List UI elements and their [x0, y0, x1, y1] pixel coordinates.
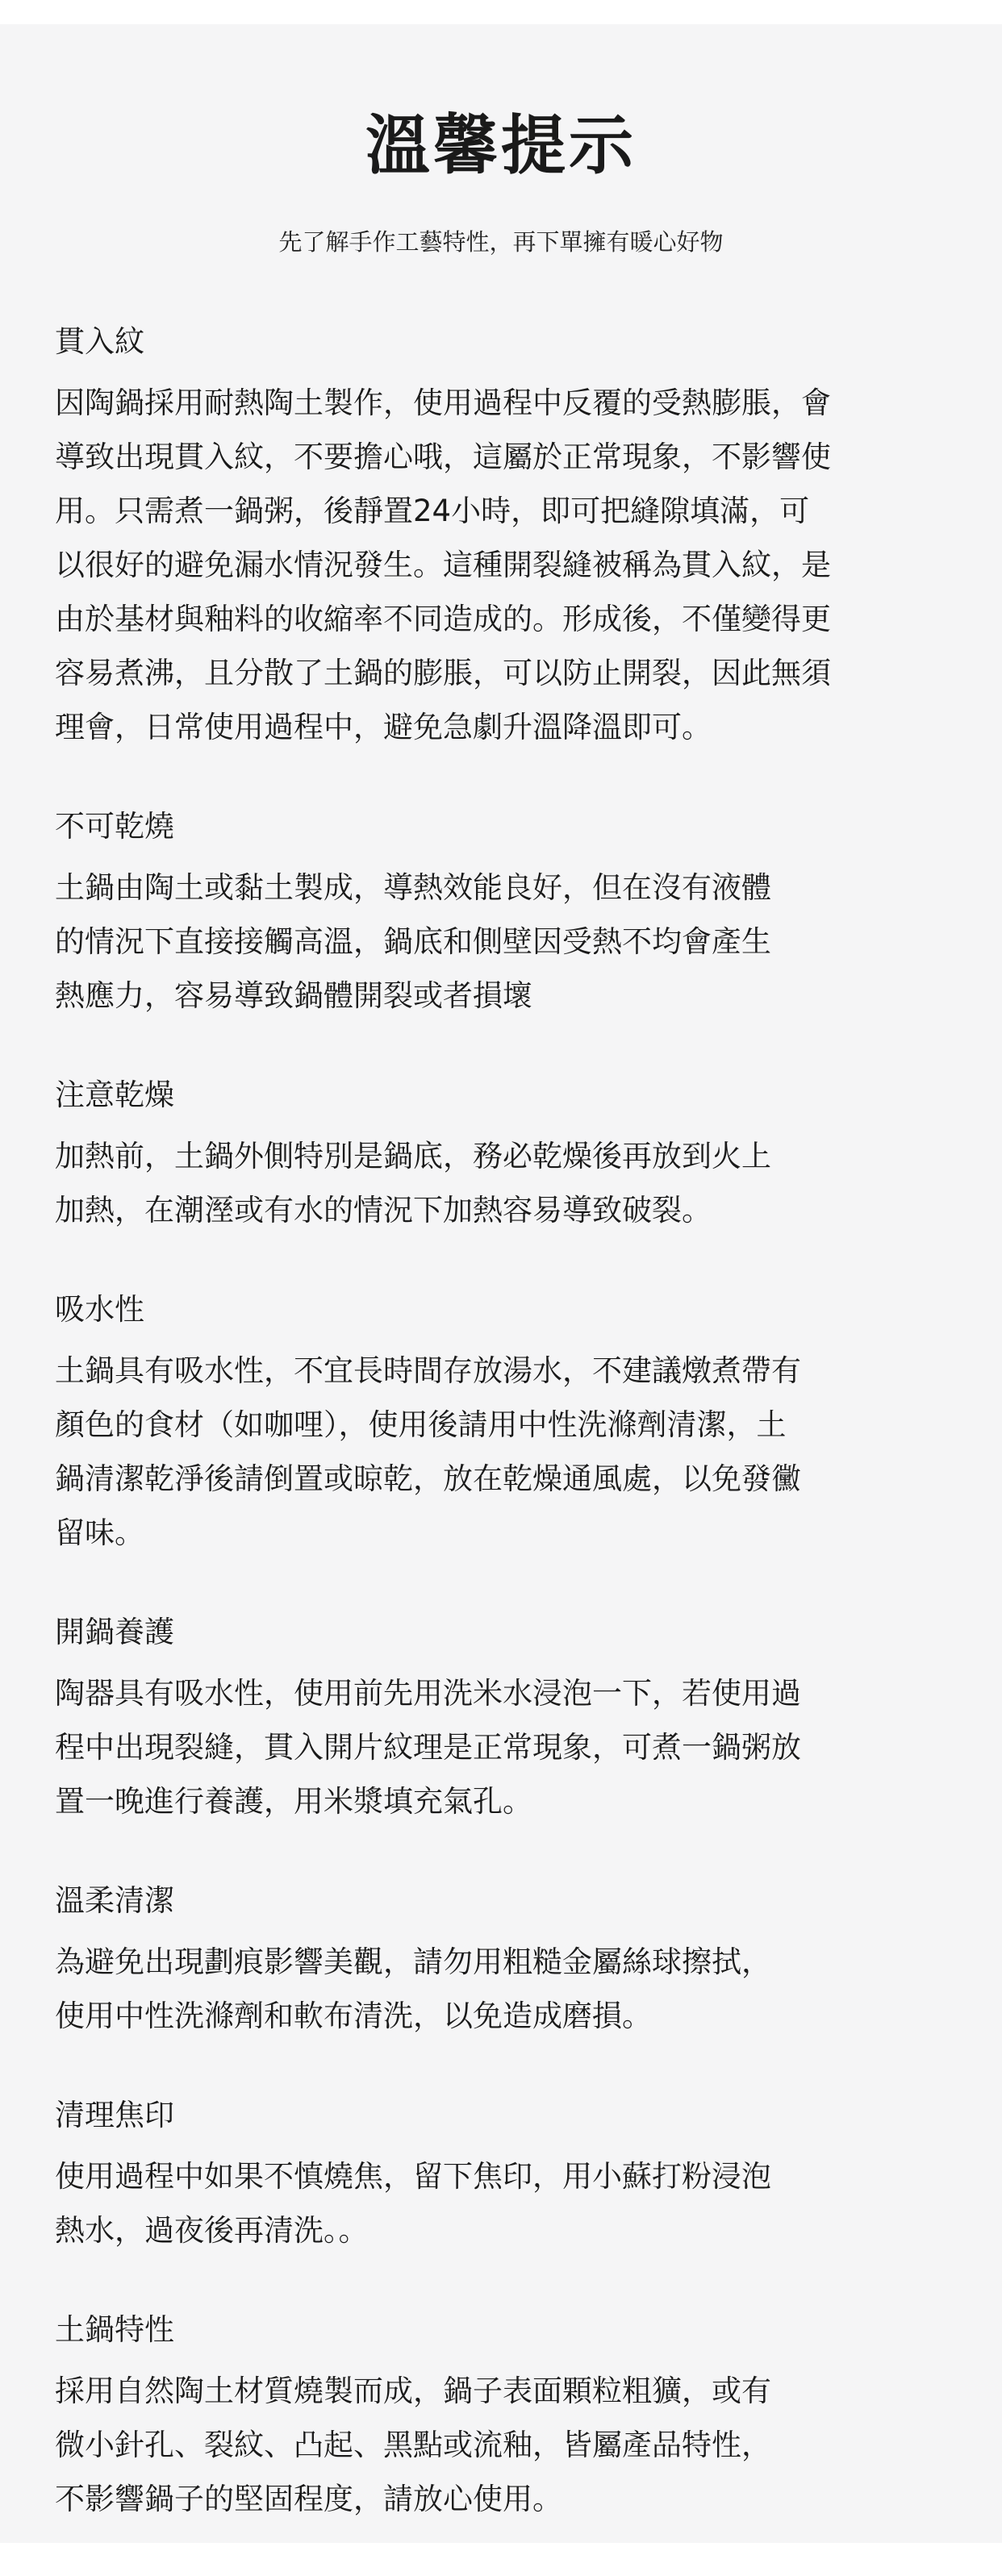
section-text-line: 理會，日常使用過程中，避免急劇升溫降溫即可。 [55, 710, 712, 744]
section-heading: 吸水性 [55, 1292, 144, 1327]
notice-section [55, 804, 958, 1023]
section-text-line: 土鍋具有吸水性，不宜長時間存放湯水，不建議燉煮帶有 [55, 1353, 801, 1388]
notice-sections [55, 319, 958, 2576]
section-text-line: 程中出現裂縫，貫入開片紋理是正常現象，可煮一鍋粥放 [55, 1730, 801, 1765]
section-text-line: 加熱，在潮溼或有水的情況下加熱容易導致破裂。 [55, 1193, 712, 1228]
section-heading: 清理焦印 [55, 2098, 174, 2132]
section-text-line: 留味。 [55, 1515, 144, 1550]
section-heading: 土鍋特性 [55, 2312, 174, 2347]
section-text-line: 顏色的食材（如咖哩），使用後請用中性洗滌劑清潔，土 [55, 1407, 787, 1442]
notice-section [55, 1610, 958, 1828]
section-text-line: 容易煮沸，且分散了土鍋的膨脹，可以防止開裂，因此無須 [55, 656, 831, 690]
notice-page [0, 24, 1002, 2543]
section-text-line: 不影響鍋子的堅固程度，請放心使用。 [55, 2482, 562, 2516]
section-text-line: 微小針孔、裂紋、凸起、黑點或流釉，皆屬產品特性， [55, 2428, 771, 2462]
section-heading: 溫柔清潔 [55, 1883, 174, 1918]
section-text-line: 因陶鍋採用耐熱陶土製作，使用過程中反覆的受熱膨脹，會 [55, 386, 831, 420]
page-title: 溫馨提示 [365, 108, 637, 183]
notice-section [55, 1073, 958, 1237]
section-text-line: 置一晚進行養護，用米漿填充氣孔。 [55, 1784, 532, 1819]
section-heading: 注意乾燥 [55, 1078, 174, 1112]
section-heading: 開鍋養護 [55, 1615, 174, 1649]
section-text-line: 鍋清潔乾淨後請倒置或晾乾，放在乾燥通風處，以免發黴 [55, 1461, 801, 1496]
section-heading: 不可乾燒 [55, 809, 174, 844]
section-text-line: 由於基材與釉料的收縮率不同造成的。形成後，不僅變得更 [55, 602, 831, 636]
notice-section [55, 1878, 958, 2043]
page-subtitle: 先了解手作工藝特性，再下單擁有暖心好物 [278, 228, 724, 256]
notice-section [55, 1287, 958, 1560]
section-text-line: 使用中性洗滌劑和軟布清洗，以免造成磨損。 [55, 1999, 652, 2033]
section-text-line: 陶器具有吸水性，使用前先用洗米水浸泡一下，若使用過 [55, 1676, 801, 1711]
notice-section [55, 2307, 958, 2526]
section-text-line: 以很好的避免漏水情況發生。這種開裂縫被稱為貫入紋，是 [55, 548, 831, 582]
section-text-line: 熱應力，容易導致鍋體開裂或者損壞 [55, 978, 532, 1013]
section-text-line: 採用自然陶土材質燒製而成，鍋子表面顆粒粗獷，或有 [55, 2374, 771, 2408]
notice-section [55, 2093, 958, 2257]
section-text-line: 導致出現貫入紋，不要擔心哦，這屬於正常現象，不影響使 [55, 440, 831, 474]
section-text-line: 土鍋由陶土或黏土製成，導熱效能良好，但在沒有液體 [55, 870, 771, 905]
notice-section [55, 319, 958, 754]
section-text-line: 加熱前，土鍋外側特別是鍋底，務必乾燥後再放到火上 [55, 1139, 771, 1173]
section-text-line: 熱水，過夜後再清洗。。 [55, 2213, 369, 2248]
section-text-line: 的情況下直接接觸高溫，鍋底和側壁因受熱不均會產生 [55, 924, 771, 959]
section-text-line: 用。只需煮一鍋粥，後靜置24小時，即可把縫隙填滿，可 [55, 494, 810, 528]
section-heading: 貫入紋 [55, 324, 144, 359]
section-text-line: 使用過程中如果不慎燒焦，留下焦印，用小蘇打粉浸泡 [55, 2159, 771, 2194]
section-text-line: 為避免出現劃痕影響美觀，請勿用粗糙金屬絲球擦拭， [55, 1945, 771, 1979]
